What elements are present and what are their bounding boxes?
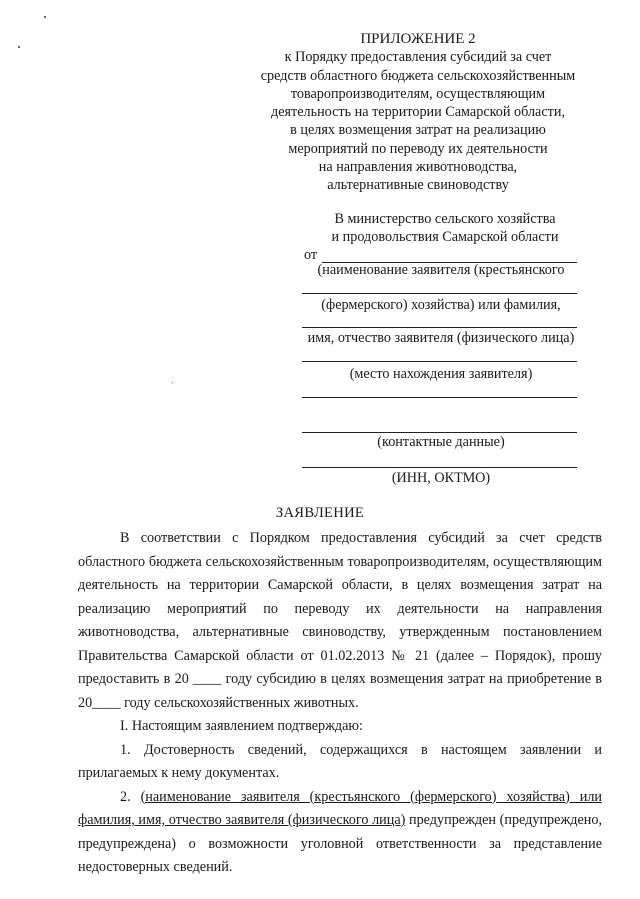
fill-line[interactable] [302,397,577,398]
field-caption: (наименование заявителя (крестьянского [317,262,565,278]
fill-line[interactable] [302,361,577,362]
appendix-line: альтернативные свиноводству [327,177,509,194]
appendix-title: ПРИЛОЖЕНИЕ 2 [360,31,476,47]
paragraph-rest: предупрежден (предупреждено, предупреждена) о возможности уголовной ответственности за представление недостоверных сведений. [78,812,602,875]
appendix-line: средств областного бюджета сельскохозяйственным [260,67,576,84]
field-caption: (место нахождения заявителя) [349,366,533,382]
appendix-line: деятельность на территории Самарской области, [271,104,565,121]
appendix-line: мероприятий по переводу их деятельности [288,140,548,157]
field-caption: имя, отчество заявителя (физического лица) [307,330,575,346]
appendix-line: к Порядку предоставления субсидий за счет [284,49,552,66]
field-caption: (ИНН, ОКТМО) [391,470,491,486]
appendix-line: в целях возмещения затрат на реализацию [290,122,546,139]
recipient-block [300,211,590,246]
field-caption: (контактные данные) [377,434,505,450]
statement-body [78,527,602,880]
recipient-line: В министерство сельского хозяйства [334,211,556,227]
from-label: от [304,247,318,263]
document-title: ЗАЯВЛЕНИЕ [275,505,365,521]
appendix-header [248,30,588,195]
underlined-applicant-name: (наименование заявителя (крестьянского (фермерского) хозяйства) или фамилия, имя, отчество заявителя (физического лица) [78,788,602,828]
scan-speck [172,382,173,383]
scan-speck [44,16,46,18]
statement-paragraph: В соответствии с Порядком предоставления субсидий за счет средств областного бюджета сельскохозяйственным товаропроизводителям, осуществляющим деятельность на территории Самарской области, в целях возмещения затрат на реализацию мероприятий по переводу их деятельности на направления животноводства, альтернативные свиноводству, утвержденным постановлением Правительства Самарской области от 01.02.2013 № 21 (далее – Порядок), прошу предоставить в 20 ____ году субсидию в целях возмещения затрат на приобретение в 20____ году сельскохозяйственных животных. [78,530,602,711]
appendix-line: товаропроизводителям, осуществляющим [290,85,546,102]
item-number: 2. [120,788,141,805]
scan-speck [18,46,20,48]
appendix-line: на направления животноводства, [318,159,518,176]
fill-line[interactable] [302,327,577,328]
fill-line[interactable] [302,467,577,468]
field-caption: (фермерского) хозяйства) или фамилия, [321,297,561,313]
fill-line[interactable] [302,432,577,433]
statement-paragraph: 1. Достоверность сведений, содержащихся в настоящем заявлении и прилагаемых к нему документах. [78,741,602,781]
statement-paragraph [78,786,602,880]
fill-line[interactable] [302,293,577,294]
statement-paragraph: I. Настоящим заявлением подтверждаю: [120,718,363,734]
recipient-line: и продовольствия Самарской области [331,228,559,245]
